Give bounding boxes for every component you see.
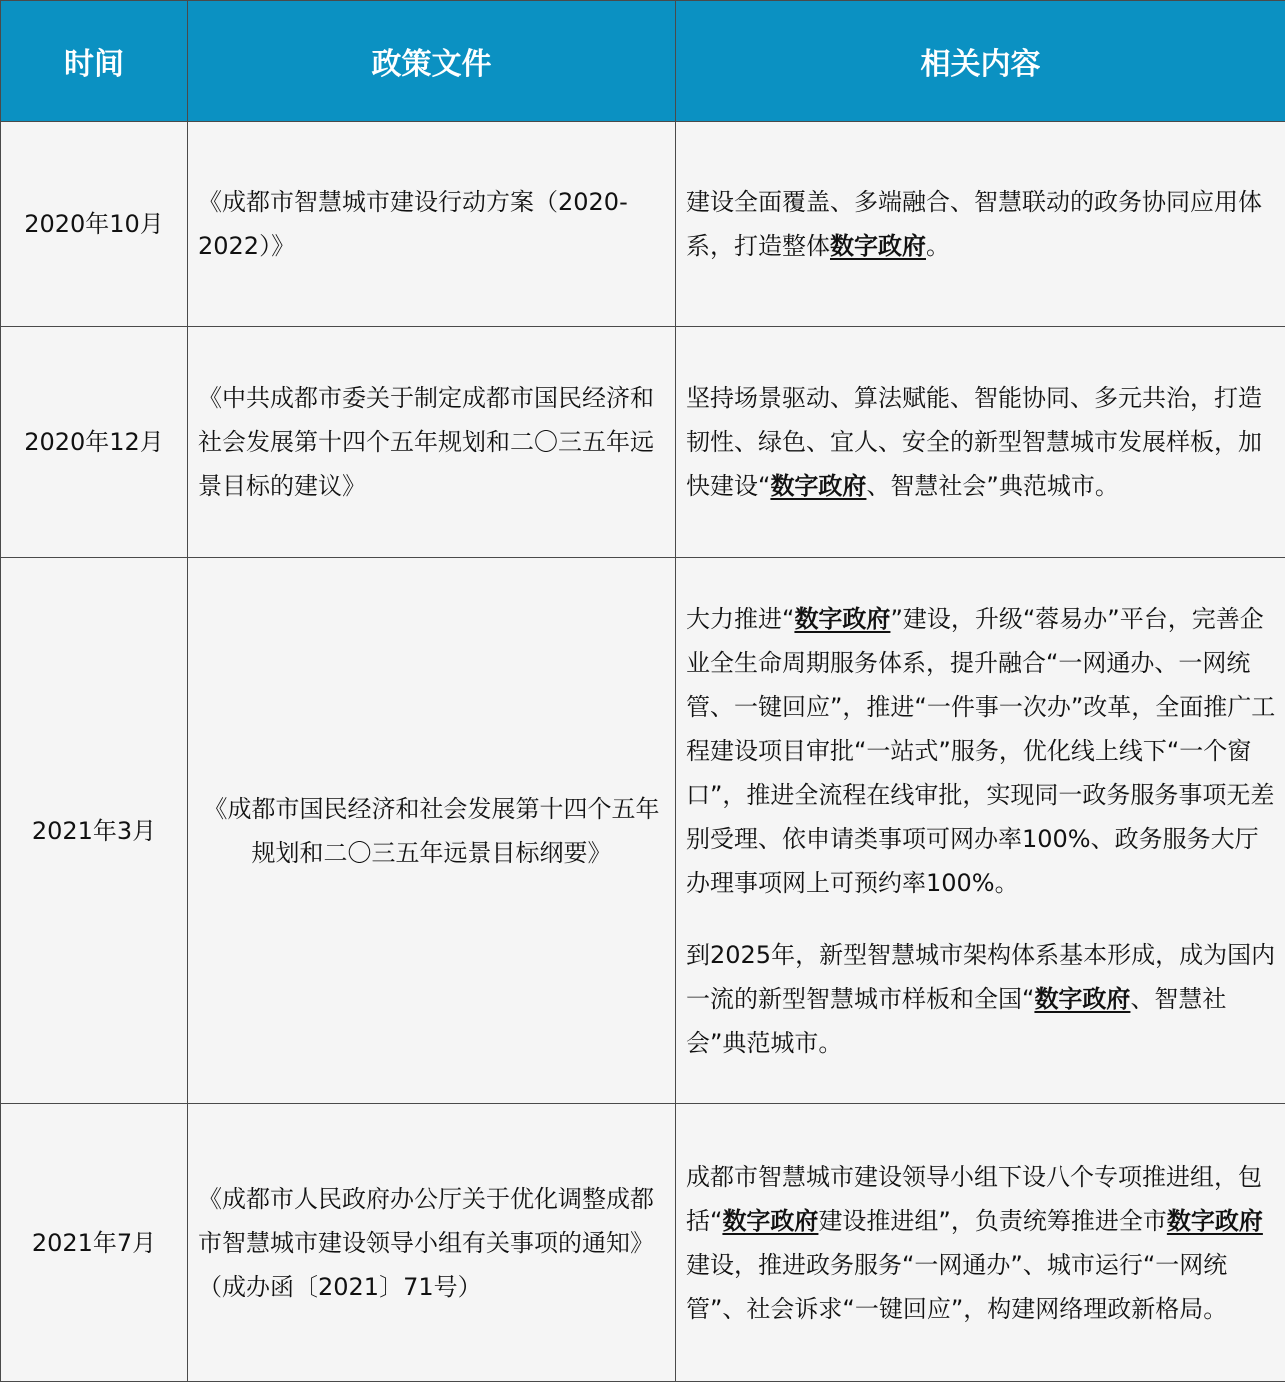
content-paragraph (686, 180, 1277, 268)
text-segment: 。 (926, 232, 950, 260)
table-row (1, 122, 1285, 327)
text-segment-bold: 数字政府 (794, 605, 890, 633)
text-segment-bold: 数字政府 (1034, 985, 1130, 1013)
time-cell: 2021年3月 (1, 558, 188, 1104)
text-segment-bold: 数字政府 (1167, 1207, 1263, 1235)
document-cell: 《成都市智慧城市建设行动方案（2020-2022）》 (188, 122, 676, 327)
content-paragraph (686, 933, 1277, 1065)
text-segment: 到2025年，新型智慧城市架构体系基本形成，成为国内一流的新型智慧城市样板和全国“ (686, 941, 1275, 1013)
header-document: 政策文件 (188, 1, 676, 122)
time-cell: 2020年12月 (1, 327, 188, 558)
content-cell (676, 558, 1285, 1104)
content-cell (676, 122, 1285, 327)
text-segment-bold: 数字政府 (830, 232, 926, 260)
text-segment: 成都市智慧城市建设领导小组下设八个专项推进组，包括“ (686, 1163, 1262, 1235)
header-time: 时间 (1, 1, 188, 122)
document-cell: 《中共成都市委关于制定成都市国民经济和社会发展第十四个五年规划和二〇三五年远景目标的建议》 (188, 327, 676, 558)
time-cell: 2020年10月 (1, 122, 188, 327)
document-cell: 《成都市人民政府办公厅关于优化调整成都市智慧城市建设领导小组有关事项的通知》（成办函〔2021〕71号） (188, 1104, 676, 1382)
document-cell: 《成都市国民经济和社会发展第十四个五年规划和二〇三五年远景目标纲要》 (188, 558, 676, 1104)
text-segment: 坚持场景驱动、算法赋能、智能协同、多元共治，打造韧性、绿色、宜人、安全的新型智慧城市发展样板，加快建设“ (686, 384, 1262, 500)
text-segment: 、智慧社会”典范城市。 (686, 985, 1226, 1057)
content-cell (676, 1104, 1285, 1382)
table-row (1, 558, 1285, 1104)
text-segment-bold: 数字政府 (770, 472, 866, 500)
content-paragraph (686, 1155, 1277, 1331)
text-segment: 建设推进组”，负责统筹推进全市 (818, 1207, 1166, 1235)
table-row (1, 327, 1285, 558)
content-paragraph (686, 376, 1277, 508)
content-paragraph (686, 597, 1277, 905)
time-cell: 2021年7月 (1, 1104, 188, 1382)
text-segment: 大力推进“ (686, 605, 794, 633)
header-row (1, 1, 1285, 122)
text-segment-bold: 数字政府 (722, 1207, 818, 1235)
table-row (1, 1104, 1285, 1382)
text-segment: 建设，推进政务服务“一网通办”、城市运行“一网统管”、社会诉求“一键回应”，构建网络理政新格局。 (686, 1251, 1227, 1323)
text-segment: 建设全面覆盖、多端融合、智慧联动的政务协同应用体系，打造整体 (686, 188, 1262, 260)
text-segment: ”建设，升级“蓉易办”平台，完善企业全生命周期服务体系，提升融合“一网通办、一网统管、一键回应”，推进“一件事一次办”改革，全面推广工程建设项目审批“一站式”服务，优化线上线下“一个窗口”，推进全流程在线审批，实现同一政务服务事项无差别受理、依申请类事项可网办率100%、政务服务大厅办理事项网上可预约率100%。 (686, 605, 1275, 897)
text-segment: 、智慧社会”典范城市。 (866, 472, 1118, 500)
content-cell (676, 327, 1285, 558)
header-content: 相关内容 (676, 1, 1285, 122)
